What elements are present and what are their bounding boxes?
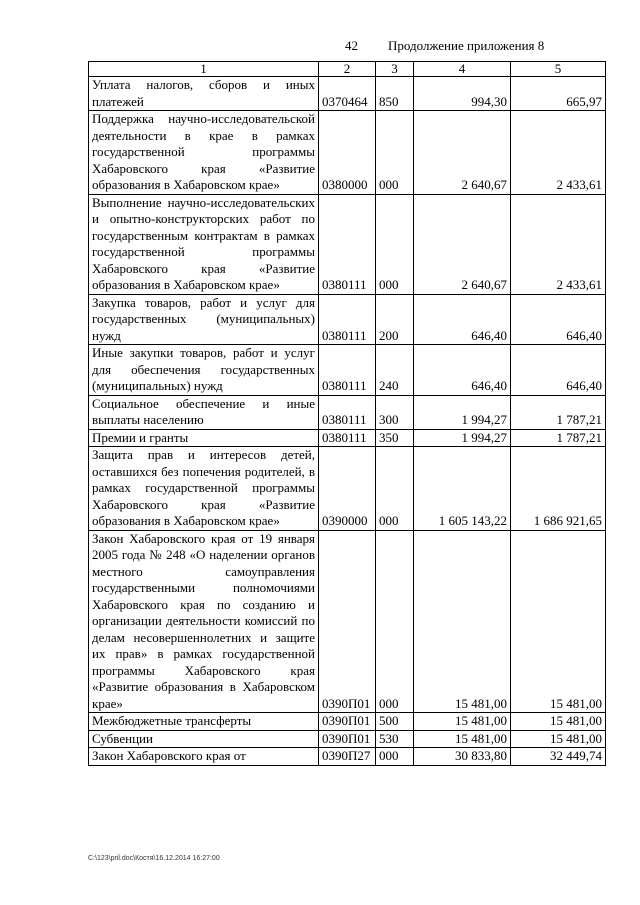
row-value-2: 665,97: [511, 77, 606, 111]
row-kind: 300: [376, 395, 414, 429]
row-kind: 000: [376, 530, 414, 713]
row-name: Иные закупки товаров, работ и услуг для обеспечения государственных (муниципальных) нужд: [89, 345, 319, 396]
row-kind: 530: [376, 730, 414, 748]
row-value-2: 1 787,21: [511, 429, 606, 447]
table-row: [89, 111, 606, 195]
row-value-2: 646,40: [511, 345, 606, 396]
row-value-1: 1 994,27: [414, 395, 511, 429]
row-value-1: 994,30: [414, 77, 511, 111]
column-header: 4: [414, 62, 511, 77]
row-value-1: 2 640,67: [414, 194, 511, 294]
continuation-label: Продолжение приложения 8: [388, 38, 545, 53]
row-code: 0380111: [319, 294, 376, 345]
row-name: Закупка товаров, работ и услуг для государственных (муниципальных) нужд: [89, 294, 319, 345]
row-code: 0390П01: [319, 713, 376, 731]
row-value-1: 646,40: [414, 345, 511, 396]
row-kind: 850: [376, 77, 414, 111]
row-value-2: 32 449,74: [511, 748, 606, 766]
page-number: 42: [345, 38, 358, 53]
row-kind: 240: [376, 345, 414, 396]
row-value-1: 2 640,67: [414, 111, 511, 195]
row-code: 0370464: [319, 77, 376, 111]
row-kind: 000: [376, 194, 414, 294]
row-kind: 200: [376, 294, 414, 345]
row-name: Выполнение научно-исследовательских и опытно-конструкторских работ по государственным контрактам в рамках государственной программы Хабаровского края «Развитие образования в Хабаровском крае»: [89, 194, 319, 294]
row-name: Социальное обеспечение и иные выплаты населению: [89, 395, 319, 429]
row-value-1: 30 833,80: [414, 748, 511, 766]
row-code: 0380111: [319, 429, 376, 447]
row-name: Защита прав и интересов детей, оставшихся без попечения родителей, в рамках государственной программы Хабаровского края «Развитие образования в Хабаровском крае»: [89, 447, 319, 531]
row-name: Премии и гранты: [89, 429, 319, 447]
table-row: [89, 429, 606, 447]
table-row: [89, 530, 606, 713]
budget-table: [88, 61, 606, 766]
row-name: Субвенции: [89, 730, 319, 748]
row-value-1: 15 481,00: [414, 713, 511, 731]
row-value-1: 1 605 143,22: [414, 447, 511, 531]
row-code: 0390П01: [319, 530, 376, 713]
row-code: 0380000: [319, 111, 376, 195]
table-row: [89, 294, 606, 345]
row-name: Закон Хабаровского края от 19 января 2005 года № 248 «О наделении органов местного самоуправления государственными полномочиями Хабаровского края по созданию и организации деятельности комиссий по делам несовершеннолетних и защите их прав» в рамках государственной программы Хабаровского края «Развитие образования в Хабаровском крае»: [89, 530, 319, 713]
table-row: [89, 713, 606, 731]
column-header: 3: [376, 62, 414, 77]
row-code: 0390П01: [319, 730, 376, 748]
row-code: 0380111: [319, 194, 376, 294]
row-name: Уплата налогов, сборов и иных платежей: [89, 77, 319, 111]
row-value-2: 2 433,61: [511, 194, 606, 294]
table-header-row: [89, 62, 606, 77]
row-kind: 350: [376, 429, 414, 447]
row-kind: 000: [376, 748, 414, 766]
file-path-footer: C:\123\pril.doc\Костя\16.12.2014 16:27:00: [88, 855, 220, 862]
row-name: Межбюджетные трансферты: [89, 713, 319, 731]
column-header: 2: [319, 62, 376, 77]
row-kind: 500: [376, 713, 414, 731]
row-value-2: 15 481,00: [511, 730, 606, 748]
row-value-2: 1 787,21: [511, 395, 606, 429]
table-row: [89, 748, 606, 766]
row-code: 0380111: [319, 395, 376, 429]
column-header: 1: [89, 62, 319, 77]
row-value-1: 1 994,27: [414, 429, 511, 447]
row-value-2: 646,40: [511, 294, 606, 345]
row-kind: 000: [376, 447, 414, 531]
table-row: [89, 194, 606, 294]
table-row: [89, 345, 606, 396]
row-value-1: 646,40: [414, 294, 511, 345]
row-kind: 000: [376, 111, 414, 195]
column-header: 5: [511, 62, 606, 77]
row-name: Закон Хабаровского края от: [89, 748, 319, 766]
table-row: [89, 395, 606, 429]
row-code: 0390П27: [319, 748, 376, 766]
row-value-2: 15 481,00: [511, 530, 606, 713]
row-value-1: 15 481,00: [414, 730, 511, 748]
row-code: 0380111: [319, 345, 376, 396]
row-name: Поддержка научно-исследовательской деятельности в крае в рамках государственной программы Хабаровского края «Развитие образования в Хабаровском крае»: [89, 111, 319, 195]
table-row: [89, 730, 606, 748]
row-value-1: 15 481,00: [414, 530, 511, 713]
table-row: [89, 447, 606, 531]
row-code: 0390000: [319, 447, 376, 531]
row-value-2: 2 433,61: [511, 111, 606, 195]
row-value-2: 1 686 921,65: [511, 447, 606, 531]
table-row: [89, 77, 606, 111]
row-value-2: 15 481,00: [511, 713, 606, 731]
